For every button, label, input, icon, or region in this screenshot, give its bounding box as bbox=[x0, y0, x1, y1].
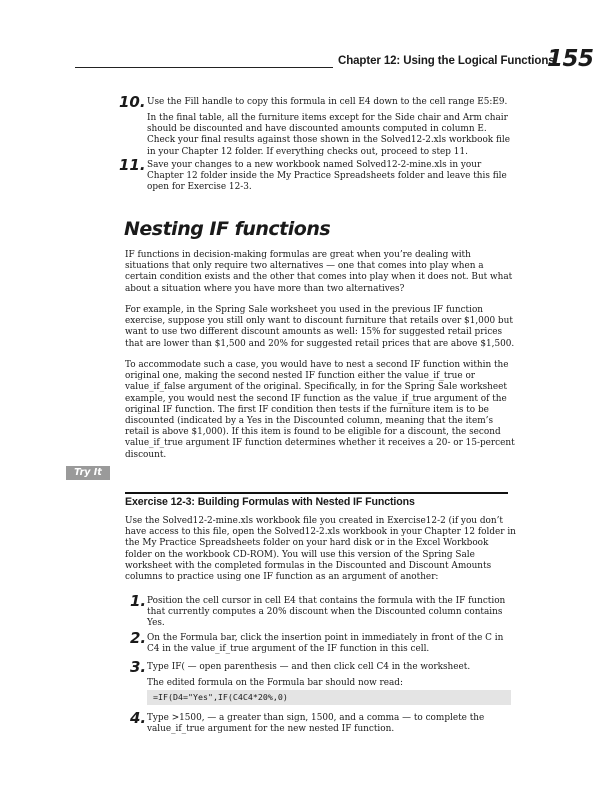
exercise-intro: Use the Solved12-2-mine.xls workbook file you created in Exercise12-2 (if you don’t have access to this file, open the Solved12-2.xls workbook in your Chapter 12 folder in the My Practice Spreadsheets folder on your hard disk or in the Excel Workbook folder on the workbook CD-ROM). You will use this version of the Spring Sale worksheet with the completed formulas in the Discounted and Discount Amounts columns to practice using one IF function as an argument of another: bbox=[125, 516, 516, 583]
formula-code: =IF(D4="Yes",IF(C4C4*20%,0) bbox=[147, 690, 511, 705]
section-heading: Nesting IF functions bbox=[124, 218, 331, 240]
try-it-badge: Try It bbox=[66, 466, 110, 480]
step-1-text: Position the cell cursor in cell E4 that contains the formula with the IF function that currently computes a 20% discount when the Discounted column contains Yes. bbox=[147, 596, 506, 629]
header-rule bbox=[75, 67, 333, 68]
step-11-text: Save your changes to a new workbook named Solved12-2-mine.xls in your Chapter 12 folder inside the My Practice Spreadsheets folder and leave this file open for Exercise 12-3. bbox=[147, 160, 507, 193]
step-10-text: Use the Fill handle to copy this formula in cell E4 down to the cell range E5:E9. bbox=[147, 97, 508, 107]
exercise-title: Exercise 12-3: Building Formulas with Nested IF Functions bbox=[125, 496, 415, 508]
step-4-number: 4. bbox=[130, 709, 147, 727]
paragraph-1: IF functions in decision-making formulas are great when you’re dealing with situations that only require two alternatives — one that comes into play when a certain condition exists and the other that comes into play when it does not. But what about a situation where you have more than two alternatives? bbox=[125, 250, 513, 294]
step-10-detail: In the final table, all the furniture items except for the Side chair and Arm chair should be discounted and have discounted amounts computed in column E. Check your final results against those shown in the Solved12-2.xls workbook file in your Chapter 12 folder. If everything checks out, proceed to step 11. bbox=[147, 113, 511, 157]
paragraph-3: To accommodate such a case, you would have to nest a second IF function within the original one, making the second nested IF function either the value_if_true or value_if_false argument of the original. Specifically, in for the Spring Sale worksheet example, you would nest the second IF function as the value_if_true argument of the original IF function. The first IF condition then tests if the furniture item is to be discounted (indicated by a Yes in the Discounted column, meaning that the item’s retail is above $1,000). If this item is found to be eligible for a discount, the second value_if_true argument IF function determines whether it receives a 20- or 15-percent discount. bbox=[125, 360, 515, 460]
page-number: 155 bbox=[547, 46, 594, 72]
step-2-text: On the Formula bar, click the insertion point in immediately in front of the C in C4 in the value_if_true argument of the IF function in this cell. bbox=[147, 633, 504, 655]
exercise-rule bbox=[125, 492, 508, 494]
step-3-text: Type IF( — open parenthesis — and then click cell C4 in the worksheet. bbox=[147, 662, 471, 672]
step-10-number: 10. bbox=[119, 93, 146, 111]
step-1-number: 1. bbox=[130, 592, 147, 610]
step-3-note: The edited formula on the Formula bar should now read: bbox=[147, 678, 403, 688]
step-2-number: 2. bbox=[130, 629, 147, 647]
step-3-number: 3. bbox=[130, 658, 147, 676]
chapter-title: Chapter 12: Using the Logical Functions bbox=[338, 55, 555, 67]
step-4-text: Type >1500, — a greater than sign, 1500, and a comma — to complete the value_if_true argument for the new nested IF function. bbox=[147, 713, 485, 735]
paragraph-2: For example, in the Spring Sale worksheet you used in the previous IF function exercise, suppose you still only want to discount furniture that retails over $1,000 but want to use two different discount amounts as well: 15% for suggested retail prices that are lower than $1,500 and 20% for suggested retail prices that are above $1,500. bbox=[125, 305, 515, 349]
step-11-number: 11. bbox=[119, 156, 146, 174]
